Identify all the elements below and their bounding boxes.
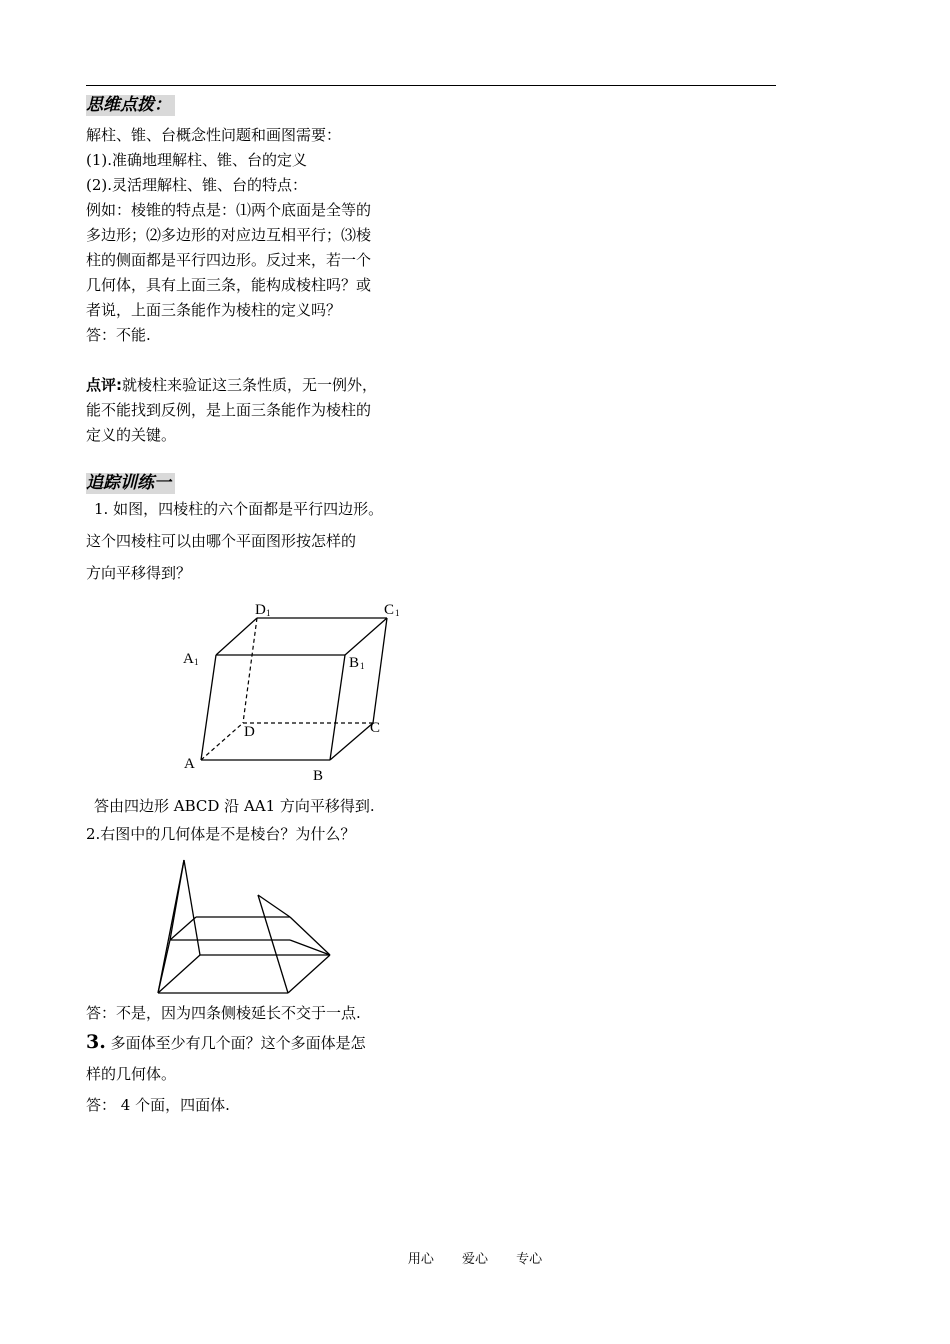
comment-line: 能不能找到反例，是上面三条能作为棱柱的 bbox=[86, 401, 372, 419]
comment-text: 就棱柱来验证这三条性质，无一例外， bbox=[122, 376, 378, 394]
question-line: 1. 如图，四棱柱的六个面都是平行四边形。 bbox=[94, 500, 384, 518]
label-C1-sub: 1 bbox=[395, 608, 400, 618]
label-D: D bbox=[244, 724, 255, 740]
label-D1-sub: 1 bbox=[266, 608, 271, 618]
footer-word: 爱心 bbox=[461, 1252, 488, 1267]
text-line: (2).灵活理解柱、锥、台的特点： bbox=[86, 176, 308, 194]
text-line: 多边形；⑵多边形的对应边互相平行；⑶棱 bbox=[86, 226, 372, 244]
question-line: 样的几何体。 bbox=[86, 1065, 177, 1083]
text-line: 几何体，具有上面三条，能构成棱柱吗？或 bbox=[86, 276, 372, 294]
answer-line: 答由四边形 ABCD 沿 AA1 方向平移得到. bbox=[94, 797, 375, 815]
question-line bbox=[86, 1030, 366, 1056]
text-line: 柱的侧面都是平行四边形。反过来，若一个 bbox=[86, 251, 372, 269]
question-number: 3 bbox=[86, 1031, 100, 1053]
heading-thinking-tips: 思维点拨： bbox=[86, 95, 175, 116]
label-A1: A bbox=[183, 651, 194, 667]
question-number-dot: . bbox=[99, 1031, 106, 1053]
page-footer bbox=[0, 1248, 950, 1267]
answer-line: 答：不是，因为四条侧棱延长不交于一点. bbox=[86, 1004, 361, 1022]
label-B1-sub: 1 bbox=[360, 661, 365, 671]
answer-line: 答：不能. bbox=[86, 326, 151, 344]
label-C1: C bbox=[384, 602, 395, 618]
label-B: B bbox=[313, 768, 324, 784]
label-B1: B bbox=[349, 655, 360, 671]
question-text: 多面体至少有几个面？这个多面体是怎 bbox=[105, 1034, 366, 1052]
text-line: 解柱、锥、台概念性问题和画图需要： bbox=[86, 126, 342, 144]
label-D1: D bbox=[255, 602, 266, 618]
text-line: 例如：棱锥的特点是：⑴两个底面是全等的 bbox=[86, 201, 372, 219]
label-A1-sub: 1 bbox=[194, 657, 199, 667]
comment-label: 点评: bbox=[86, 376, 122, 394]
text-line: 者说，上面三条能作为棱柱的定义吗？ bbox=[86, 301, 342, 319]
footer-word: 专心 bbox=[516, 1252, 543, 1267]
comment-line: 定义的关键。 bbox=[86, 426, 177, 444]
text-line: (1).准确地理解柱、锥、台的定义 bbox=[86, 151, 308, 169]
label-A: A bbox=[184, 756, 195, 772]
question-line: 方向平移得到？ bbox=[86, 564, 192, 582]
label-C: C bbox=[370, 720, 381, 736]
answer-line: 答： 4 个面，四面体. bbox=[86, 1096, 230, 1114]
heading-practice: 追踪训练一 bbox=[86, 473, 175, 494]
footer-word: 用心 bbox=[407, 1252, 434, 1267]
question-line: 2.右图中的几何体是不是棱台？为什么？ bbox=[86, 825, 356, 843]
question-line: 这个四棱柱可以由哪个平面图形按怎样的 bbox=[86, 532, 357, 550]
